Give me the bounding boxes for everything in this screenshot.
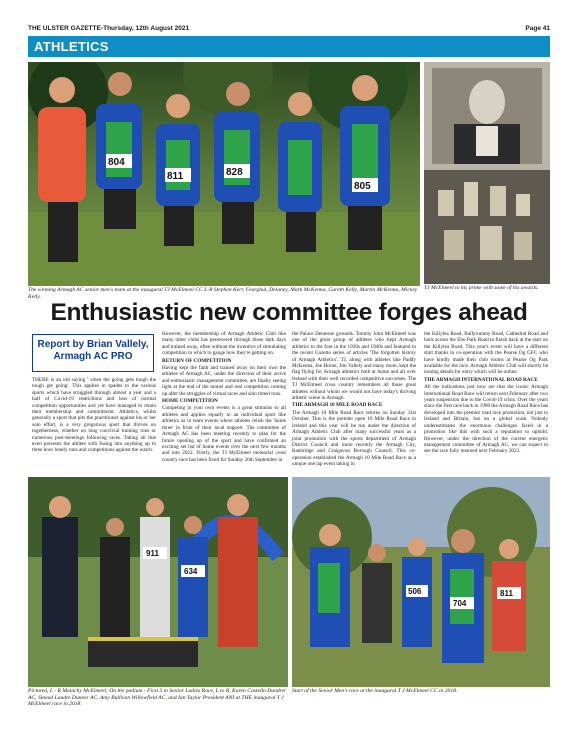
masthead-date: THE ULSTER GAZETTE-Thursday, 12th August 2021 bbox=[28, 25, 190, 32]
article-column-2 bbox=[162, 331, 286, 464]
team-bib: 828 bbox=[226, 167, 243, 178]
podium-bib: 911 bbox=[146, 549, 159, 558]
paragraph: the Killylea Road, Ballyrummy Road, Cathedral Road and back across the Ebo Park Road to finish back at the start on the Killylea Road. This year's event will have a different start thanks to co-operation with the Pearse Og GFC who have kindly made their club rooms at Pearse Og Park available for the race. Armagh Athletic Club will shortly be issuing details for entry which will be online. bbox=[424, 331, 548, 376]
paragraph: All the indications just now are that the iconic Armagh International Road Race will return next February after two years suspension due to the Covid-19 crisis. Over the years since the first race back in 1990 the Armagh Road Race has developed into the premier road race promotion, not just in Ireland and Britain, but on a global scale. Nobody underestimates the enormous challenges faced in a promotion like this with such a reputation to uphold. However, under the direction of the current energetic management committee of Armagh AC, we can expect to see the race fully restored next February 2022. bbox=[424, 384, 548, 455]
section-banner bbox=[28, 36, 550, 57]
paragraph: Having kept the faith and trained away on their own the athletes of Armagh AC, under the direction of their active and enthusiastic management committee, are finally seeing light at the end of the tunnel and real competition coming up after the struggles of virtual races and solo timed runs. bbox=[162, 365, 286, 397]
masthead bbox=[28, 23, 550, 35]
team-bib: 811 bbox=[167, 171, 184, 182]
podium-bib: 634 bbox=[184, 567, 198, 576]
subheading: THE ARMAGH INTERNATIONAL ROAD RACE bbox=[424, 376, 538, 383]
race-start-caption: Start of the Senior Men's race at the inaugural T J McElmeel CC in 2018. bbox=[292, 688, 458, 694]
byline-role: Armagh AC PRO bbox=[53, 351, 133, 362]
article-column-3 bbox=[292, 331, 416, 469]
portrait-photo bbox=[424, 62, 550, 284]
podium-photo bbox=[28, 477, 288, 687]
subheading: RETURN OF COMPETITION bbox=[162, 357, 232, 364]
headline: Enthusiastic new committee forges ahead bbox=[50, 299, 528, 326]
team-bib: 804 bbox=[108, 157, 125, 168]
paragraph: Competing in your own events is a great stimulus to all athletes and applies equally to an individual sport like athletics as to team events where athletes relish the 'home three' in front of their local support. The committee of Armagh AC has been meeting recently to plan for the future opening up of the sport and have confirmed an exciting set list of home events over the next few months and into 2022. Firstly, the TJ McElmeel memorial cross country race has been fixed for Sunday 26th September at bbox=[162, 405, 286, 463]
paragraph: the Palace Demesne grounds. Tommy John McElmeel was one of the great group of athletes who kept Armagh athletics to the fore in the 1930s and 1940s and featured in the recent Gazette series of articles 'The forgotten history of Armagh Athletics'. TJ, along with athletes like Paddy McKenna, Joe Horan, Jim Vallely and many more, kept the flag flying for Armagh athletics both at home and all over Ireland with their well recorded competitive successes. The TJ McElmeel cross country remembers all those great athletes without whom we would not have today's thriving athletic scene in Armagh. bbox=[292, 331, 416, 402]
subheading: THE ARMAGH 10 MILE ROAD RACE bbox=[292, 402, 383, 409]
paragraph: However, the membership of Armagh Athletic Club like many other clubs has persevered through those dark days and trained away, often without the incentive of stimulating competition in which to gauge how they're getting on. bbox=[162, 331, 286, 357]
article-column-4 bbox=[424, 331, 548, 456]
byline-author: Report by Brian Vallely, bbox=[37, 339, 149, 350]
article-column-1 bbox=[32, 377, 156, 455]
team-photo bbox=[28, 62, 420, 286]
paragraph: THERE is an old saying ' when the going gets tough the tough get going'. This applies in spades to the various sports which have struggled through almost a year and a half of Covid-19 restrictions and loss of normal competition opportunities and yet have managed to retain their membership and commitment. Athletics, whilst generally a sport that pits the practitioner against his or her solo effort, is a very gregarious sport that thrives on togetherness, whether on long convivial training runs or numerous post-meetings following races. Taking all that even prevents the athlete with fusing into anything up to three hour lonely runs and competitions against the watch. bbox=[32, 377, 156, 454]
team-bib: 805 bbox=[354, 181, 371, 192]
start-bib: 704 bbox=[453, 599, 467, 608]
paragraph: The Armagh 10 Mile Road Race returns on Sunday 31st October. This is the premier open 10 Mile Road Race in Ireland and this year will be run under the direction of Armagh Athletic Club after many successful years as a joint promotion with the sports department of Armagh District Council and more recently the Armagh City, Banbridge and Craigavon Borough Council. This co-operation established the Armagh 10 Mile Road Race as a unique one lap event taking in bbox=[292, 409, 416, 468]
portrait-caption: TJ McElmeel to his prime with some of his awards. bbox=[424, 285, 539, 291]
section-title: ATHLETICS bbox=[34, 39, 109, 54]
subheading: HOME COMPETITION bbox=[162, 398, 218, 405]
byline-box bbox=[32, 334, 154, 372]
page-number: Page 41 bbox=[525, 25, 550, 32]
start-bib: 811 bbox=[500, 589, 513, 598]
podium-caption: Pictured, L - R Malachy McElmeel; On the podium - First 3 in Senior Ladies Race, L to R, Karen Costello Dundrer AC, Sinead Laudre Duneer AC, Amy Bullivan Willowfield AC, and Ian Taylor President ANI at THE inaugural T J McElmeel race in 2018. bbox=[28, 688, 287, 708]
race-start-photo bbox=[292, 477, 550, 687]
team-photo-caption: The winning Armagh AC senior men's team at the inaugural TJ McElmeel CC L-R Stephen Kerr, Fearghal, Delaney, Mark McKenna, Gareth Kelly, Martin McKenna, Mickey Kelly. bbox=[28, 287, 418, 300]
start-bib: 506 bbox=[408, 587, 422, 596]
